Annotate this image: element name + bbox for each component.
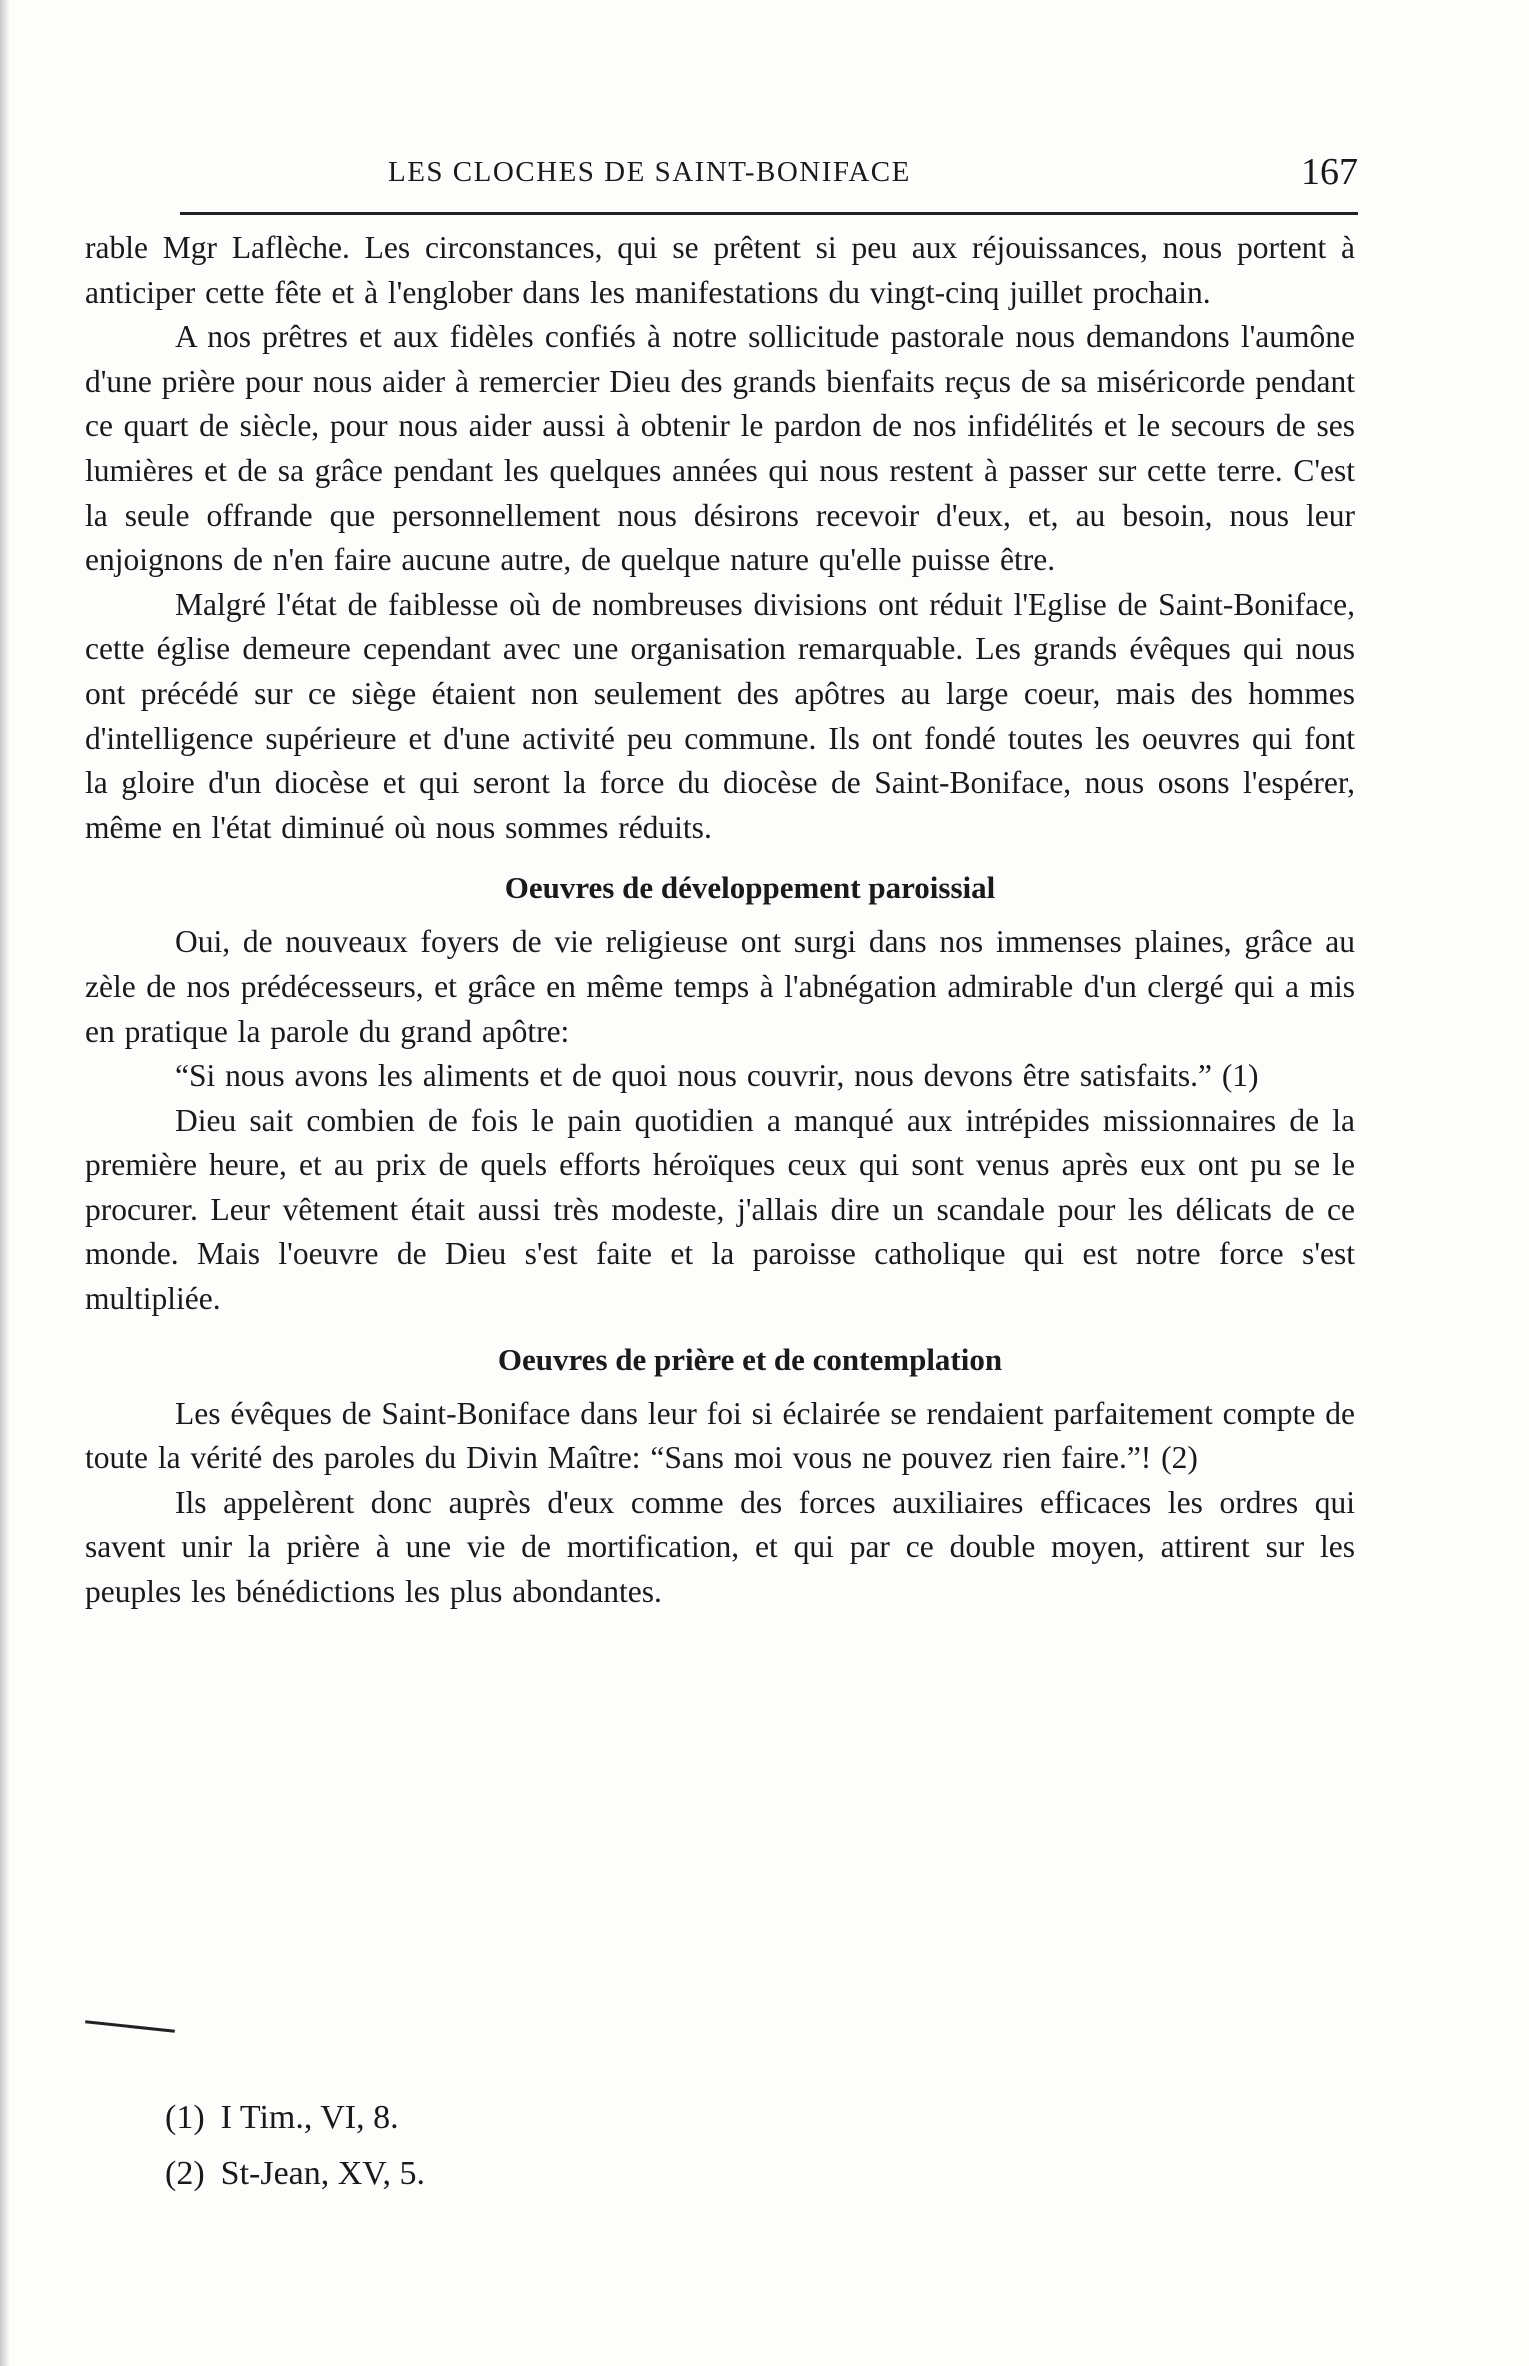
footnote-number: (1) [165,2099,205,2136]
running-title: LES CLOCHES DE SAINT-BONIFACE [388,156,911,188]
footnote-rule [85,2020,175,2032]
footnote-2 [165,2146,425,2202]
section-heading-2: Oeuvres de prière et de contemplation [497,1341,1003,1377]
header-rule [180,212,1358,215]
body-text [85,226,1355,1615]
running-head [188,150,1358,200]
section-heading-1: Oeuvres de développement paroissial [504,870,996,906]
paragraph-6: Dieu sait combien de fois le pain quotidien a manqué aux intrépides missionnaires de la première heure, et au prix de quels efforts héroïques ceux qui sont venus après eux ont pu se le procurer. Leur vêtement était aussi très modeste, j'allais dire un scandale pour les délicats de ce monde. Mais l'oeuvre de Dieu s'est faite et la paroisse catholique qui est notre force s'est multipliée. [85,1102,1355,1317]
paragraph-7: Les évêques de Saint-Boniface dans leur foi si éclairée se rendaient parfaitement compte de toute la vérité des paroles du Divin Maître: “Sans moi vous ne pouvez rien faire.”! (2) [85,1395,1355,1476]
paragraph-1: rable Mgr Laflèche. Les circonstances, qui se prêtent si peu aux réjouissances, nous portent à anticiper cette fête et à l'englober dans les manifestations du vingt-cinq juillet prochain. [85,230,1355,310]
page-number: 167 [1301,151,1358,193]
paragraph-4: Oui, de nouveaux foyers de vie religieuse ont surgi dans nos immenses plaines, grâce au zèle de nos prédécesseurs, et grâce en même temps à l'abnégation admirable d'un clergé qui a mis en pratique la parole du grand apôtre: [85,924,1355,1049]
paragraph-3: Malgré l'état de faiblesse où de nombreuses divisions ont réduit l'Eglise de Saint-Boniface, cette église demeure cependant avec une organisation remarquable. Les grands évêques qui nous ont précédé sur ce siège étaient non seulement des apôtres au large coeur, mais des hommes d'intelligence supérieure et d'une activité peu commune. Ils ont fondé toutes les oeuvres qui font la gloire d'un diocèse et qui seront la force du diocèse de Saint-Boniface, nous osons l'espérer, même en l'état diminué où nous sommes réduits. [85,586,1355,845]
footnote-text: I Tim., VI, 8. [220,2099,399,2136]
footnote-number: (2) [165,2155,205,2192]
footnotes [165,2090,425,2202]
footnote-1 [165,2090,425,2146]
footnote-text: St-Jean, XV, 5. [220,2155,425,2192]
page-binding-edge [0,0,10,2366]
quotation: “Si nous avons les aliments et de quoi nous couvrir, nous devons être satisfaits.” (1) [175,1058,1259,1094]
paragraph-8: Ils appelèrent donc auprès d'eux comme des forces auxiliaires efficaces les ordres qui savent unir la prière à une vie de mortification, et qui par ce double moyen, attirent sur les peuples les bénédictions les plus abondantes. [85,1484,1355,1610]
paragraph-2: A nos prêtres et aux fidèles confiés à notre sollicitude pastorale nous demandons l'aumône d'une prière pour nous aider à remercier Dieu des grands bienfaits reçus de sa miséricorde pendant ce quart de siècle, pour nous aider aussi à obtenir le pardon de nos infidélités et le secours de ses lumières et de sa grâce pendant les quelques années qui nous restent à passer sur cette terre. C'est la seule offrande que personnellement nous désirons recevoir d'eux, et, au besoin, nous leur enjoignons de n'en faire aucune autre, de quelque nature qu'elle puisse être. [85,319,1355,578]
